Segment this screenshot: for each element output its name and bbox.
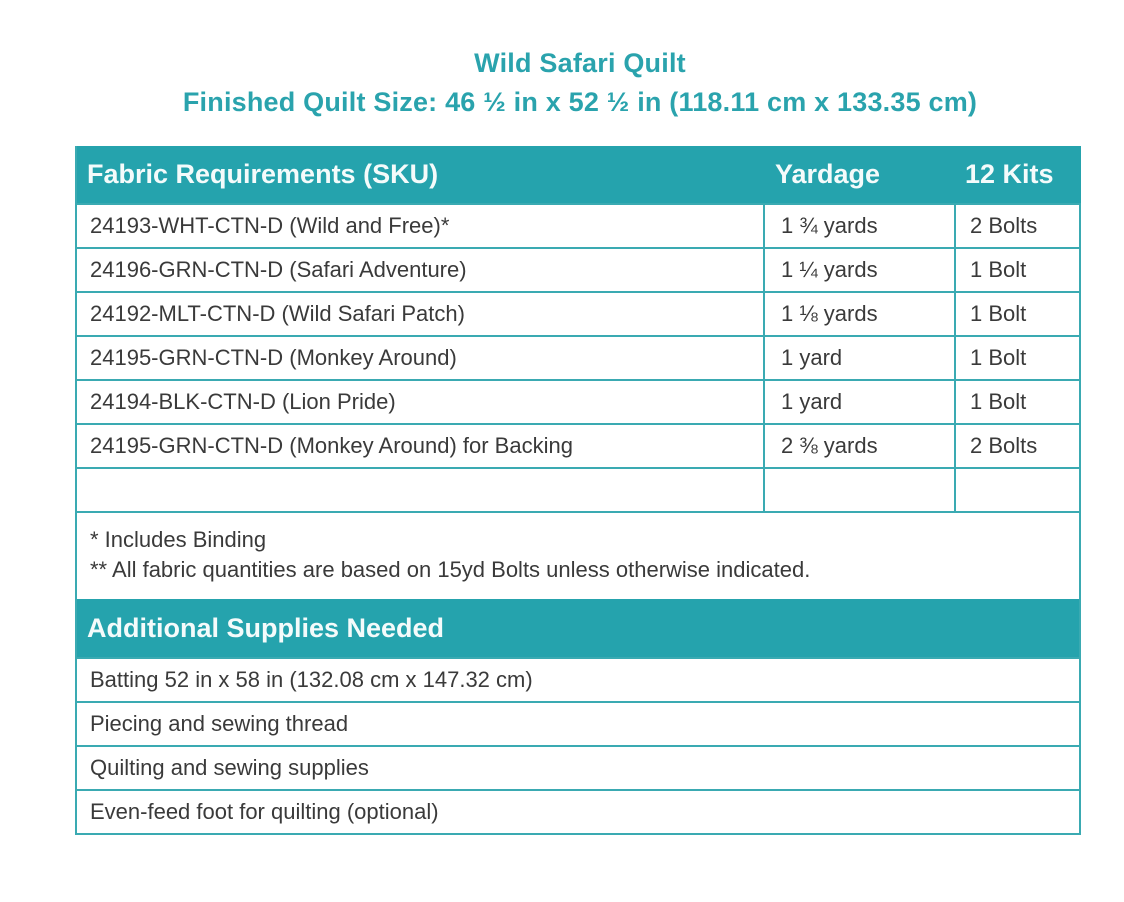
- yardage-cell: 1 ⅛ yards: [764, 292, 955, 336]
- sku-cell: 24195-GRN-CTN-D (Monkey Around) for Backing: [77, 424, 764, 468]
- fabric-requirements-table: [77, 146, 1081, 513]
- finished-size: Finished Quilt Size: 46 ½ in x 52 ½ in (118.11 cm x 133.35 cm): [182, 87, 978, 117]
- table-row: [77, 292, 1081, 336]
- sku-cell: 24195-GRN-CTN-D (Monkey Around): [77, 336, 764, 380]
- kits-cell: 1 Bolt: [955, 292, 1081, 336]
- quilt-title: Wild Safari Quilt: [474, 48, 686, 78]
- supply-item: Batting 52 in x 58 in (132.08 cm x 147.32 cm): [77, 657, 1079, 701]
- sku-cell: 24192-MLT-CTN-D (Wild Safari Patch): [77, 292, 764, 336]
- footnote-bolts: ** All fabric quantities are based on 15yd Bolts unless otherwise indicated.: [90, 557, 811, 582]
- supplies-heading: Additional Supplies Needed: [77, 599, 1079, 657]
- column-header-kits: 12 Kits: [955, 146, 1081, 204]
- table-row: [77, 248, 1081, 292]
- supplies-section: [77, 599, 1079, 833]
- kits-cell: 2 Bolts: [955, 204, 1081, 248]
- sku-cell: 24194-BLK-CTN-D (Lion Pride): [77, 380, 764, 424]
- yardage-cell: 2 ⅜ yards: [764, 424, 955, 468]
- footnotes: [77, 513, 1079, 599]
- column-header-yardage: Yardage: [764, 146, 955, 204]
- kits-cell: 1 Bolt: [955, 248, 1081, 292]
- yardage-cell: 1 yard: [764, 380, 955, 424]
- empty-table-row: [77, 468, 1081, 512]
- footnote-binding: * Includes Binding: [90, 527, 267, 552]
- kits-cell: 2 Bolts: [955, 424, 1081, 468]
- table-row: [77, 424, 1081, 468]
- yardage-cell: [764, 468, 955, 512]
- yardage-cell: 1 yard: [764, 336, 955, 380]
- kits-cell: 1 Bolt: [955, 380, 1081, 424]
- sku-cell: 24196-GRN-CTN-D (Safari Adventure): [77, 248, 764, 292]
- kits-cell: 1 Bolt: [955, 336, 1081, 380]
- requirements-sheet: [75, 146, 1081, 835]
- table-header-row: [77, 146, 1081, 204]
- sku-cell: [77, 468, 764, 512]
- document-header: [0, 44, 1124, 122]
- table-row: [77, 380, 1081, 424]
- yardage-cell: 1 ¼ yards: [764, 248, 955, 292]
- supply-item: Even-feed foot for quilting (optional): [77, 789, 1079, 833]
- table-row: [77, 204, 1081, 248]
- sku-cell: 24193-WHT-CTN-D (Wild and Free)*: [77, 204, 764, 248]
- supply-item: Quilting and sewing supplies: [77, 745, 1079, 789]
- column-header-sku: Fabric Requirements (SKU): [77, 146, 764, 204]
- table-row: [77, 336, 1081, 380]
- kits-cell: [955, 468, 1081, 512]
- yardage-cell: 1 ¾ yards: [764, 204, 955, 248]
- supply-item: Piecing and sewing thread: [77, 701, 1079, 745]
